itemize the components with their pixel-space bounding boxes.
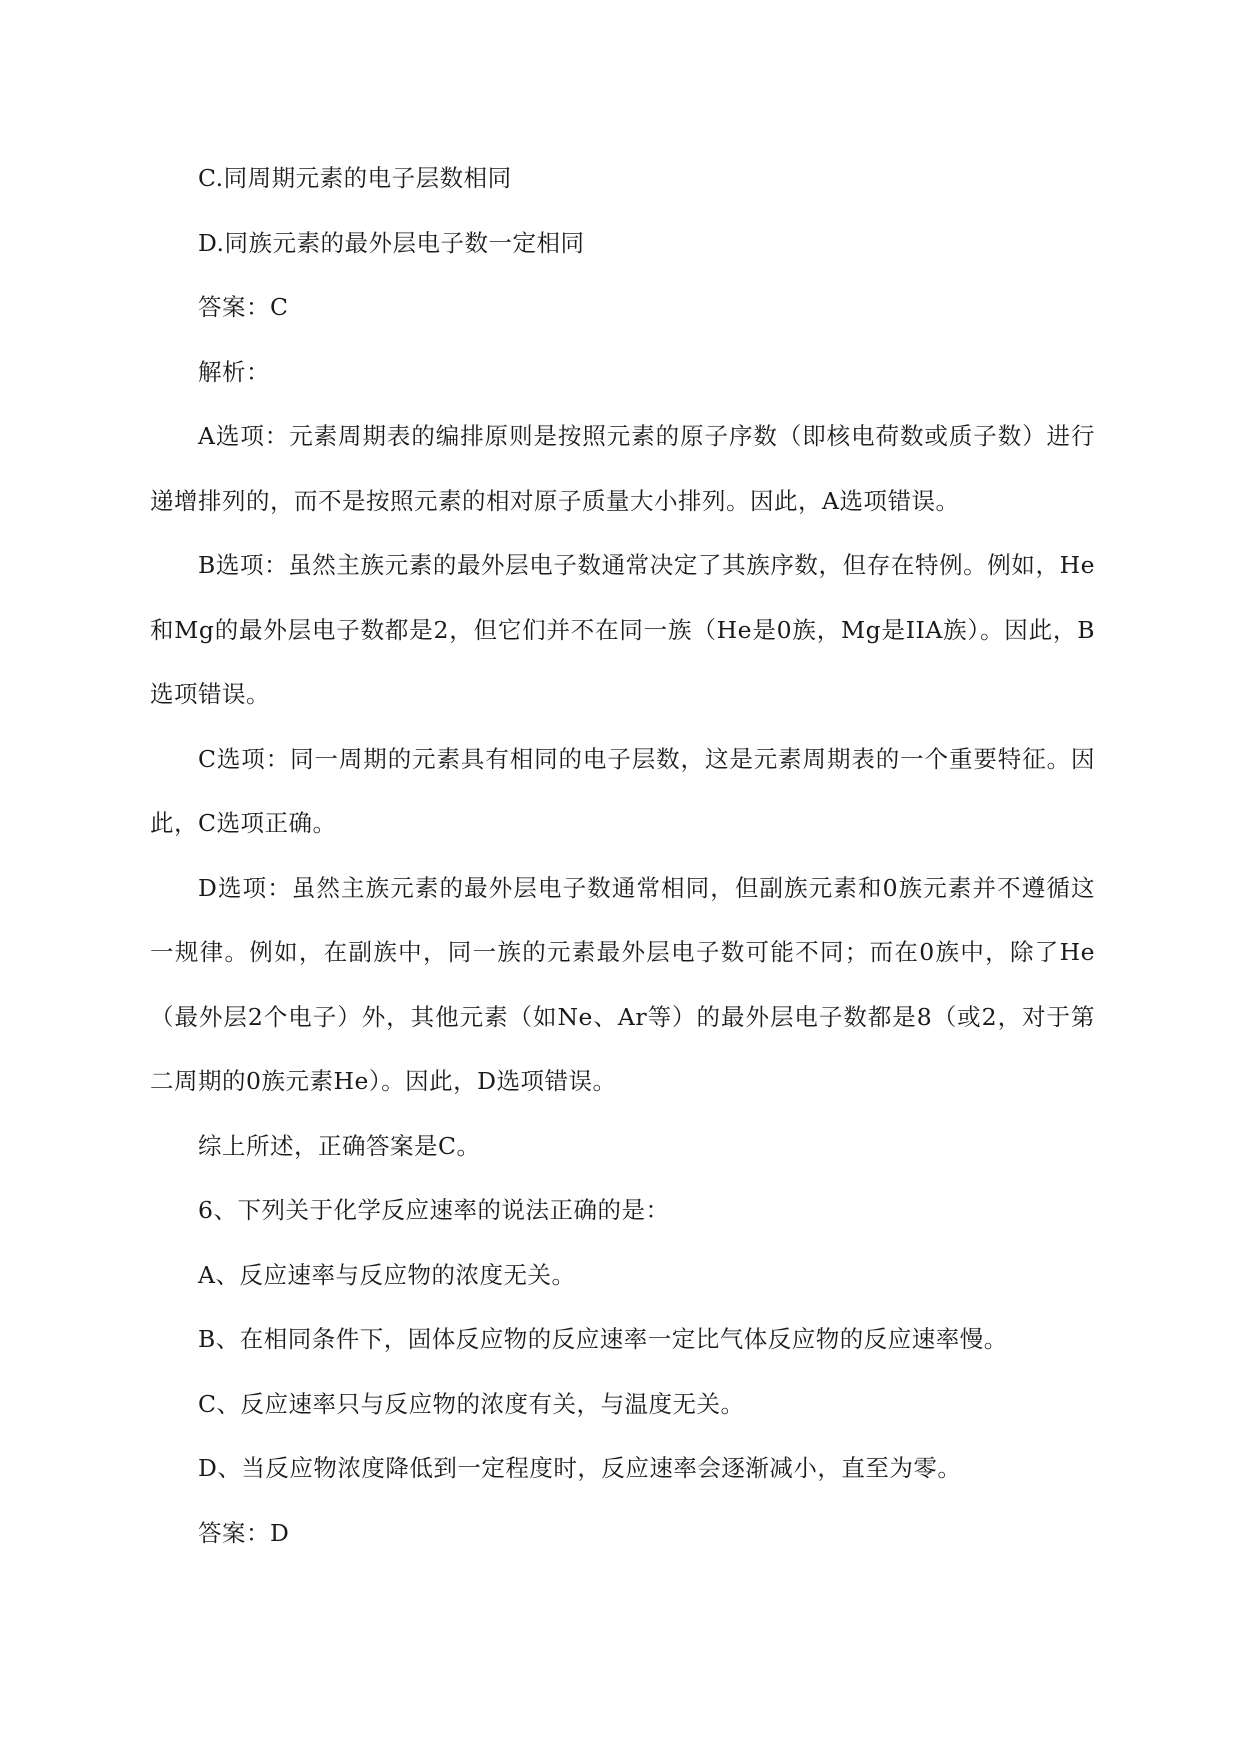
answer-q5: 答案：C <box>198 293 289 321</box>
document-body <box>150 146 1095 1565</box>
analysis-summary: 综上所述，正确答案是C。 <box>198 1131 481 1160</box>
option-d-q5: D.同族元素的最外层电子数一定相同 <box>198 228 585 257</box>
answer-q6: 答案：D <box>198 1518 290 1547</box>
analysis-heading: 解析： <box>198 357 270 386</box>
analysis-option-d: D选项：虽然主族元素的最外层电子数通常相同，但副族元素和0族元素并不遵循这一规律。例如，在副族中，同一族的元素最外层电子数可能不同；而在0族中，除了He（最外层2个电子）外，其他元素（如Ne、Ar等）的最外层电子数都是8（或2，对于第二周期的0族元素He）。因此，D选项错误。 <box>150 873 1095 1095</box>
analysis-option-c: C选项：同一周期的元素具有相同的电子层数，这是元素周期表的一个重要特征。因此，C选项正确。 <box>150 744 1095 837</box>
question-6-stem: 6、下列关于化学反应速率的说法正确的是： <box>198 1196 670 1224</box>
option-c-q5: C.同周期元素的电子层数相同 <box>198 164 512 192</box>
option-c-q6: C、反应速率只与反应物的浓度有关，与温度无关。 <box>198 1389 745 1418</box>
analysis-option-a: A选项：元素周期表的编排原则是按照元素的原子序数（即核电荷数或质子数）进行递增排列的，而不是按照元素的相对原子质量大小排列。因此，A选项错误。 <box>150 422 1095 515</box>
option-a-q6: A、反应速率与反应物的浓度无关。 <box>198 1260 576 1289</box>
option-b-q6: B、在相同条件下，固体反应物的反应速率一定比气体反应物的反应速率慢。 <box>198 1325 1008 1353</box>
analysis-option-b: B选项：虽然主族元素的最外层电子数通常决定了其族序数，但存在特例。例如，He和Mg的最外层电子数都是2，但它们并不在同一族（He是0族，Mg是IIA族）。因此，B选项错误。 <box>150 551 1095 708</box>
option-d-q6: D、当反应物浓度降低到一定程度时，反应速率会逐渐减小，直至为零。 <box>198 1454 962 1482</box>
